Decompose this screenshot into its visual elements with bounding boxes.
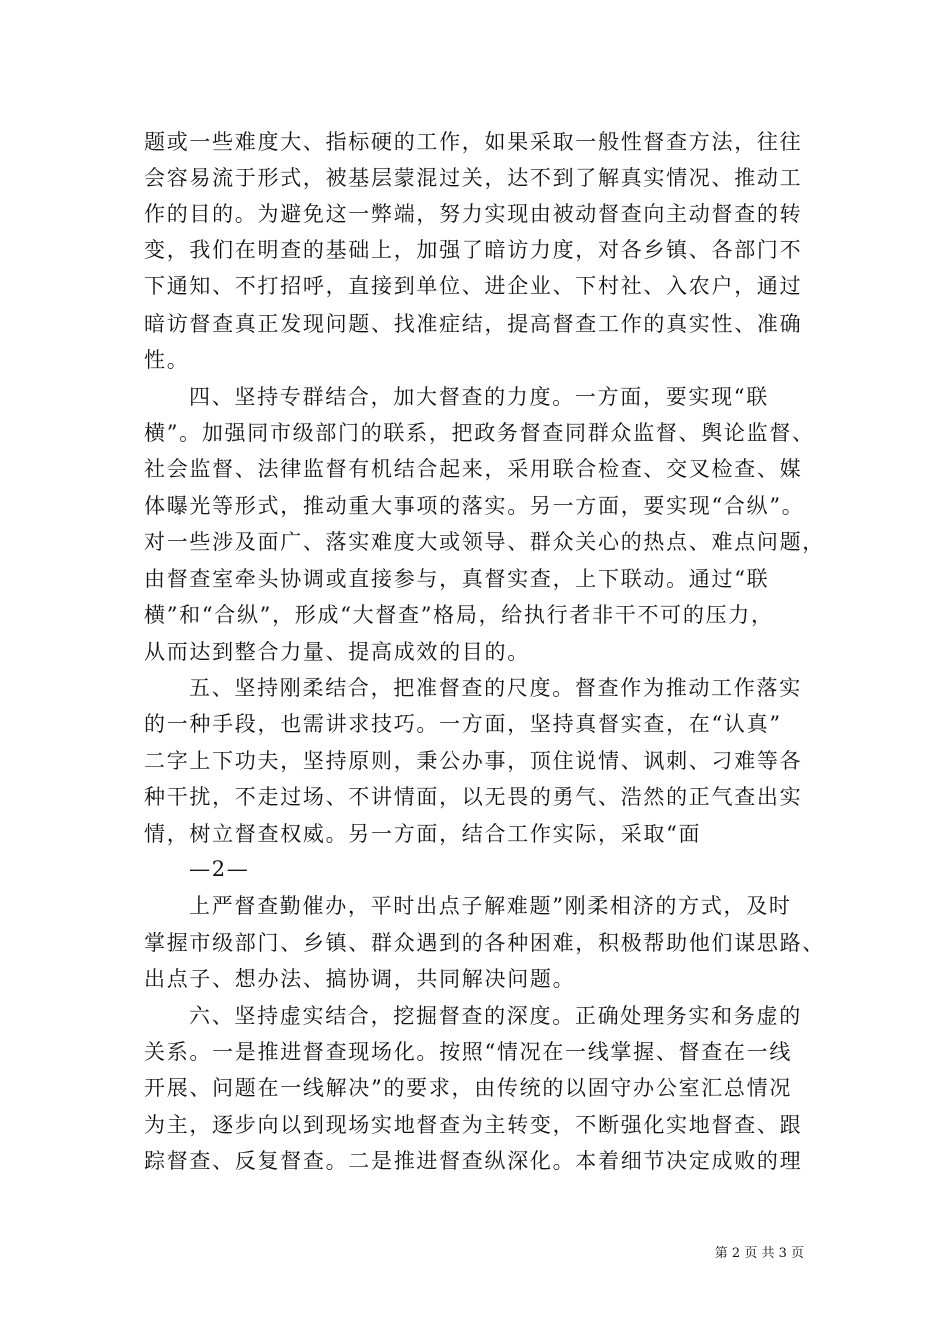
text-line: 横”和“合纵”，形成“大督查”格局，给执行者非干不可的压力， [144,603,774,627]
paragraph-heading-line: 四、坚持专群结合，加大督查的力度。一方面，要实现“联 [189,385,769,409]
text-line: 种干扰，不走过场、不讲情面，以无畏的勇气、浩然的正气查出实 [144,785,803,809]
text-line: 作的目的。为避免这一弊端，努力实现由被动督查向主动督查的转 [144,202,803,226]
page-number-marker: —2— [189,857,250,881]
paragraph-heading-line: 六、坚持虚实结合，挖掘督查的深度。正确处理务实和务虚的 [189,1004,802,1028]
text-line: 对一些涉及面广、落实难度大或领导、群众关心的热点、难点问题， [144,530,825,554]
text-line: 社会监督、法律监督有机结合起来，采用联合检查、交叉检查、媒 [144,457,803,481]
text-line: 体曝光等形式，推动重大事项的落实。另一方面，要实现“合纵”。 [144,494,805,518]
text-line: 掌握市级部门、乡镇、群众遇到的各种困难，积极帮助他们谋思路、 [144,931,825,955]
text-line: 二字上下功夫，坚持原则，秉公办事，顶住说情、讽刺、刁难等各 [144,749,803,773]
page-footer: 第 2 页 共 3 页 [714,1246,804,1261]
text-line: 会容易流于形式，被基层蒙混过关，达不到了解真实情况、推动工 [144,166,803,190]
text-line: 开展、问题在一线解决”的要求，由传统的以固守办公室汇总情况 [144,1076,793,1100]
text-line: 由督查室牵头协调或直接参与，真督实查，上下联动。通过“联 [144,567,770,591]
text-line: 暗访督查真正发现问题、找准症结，提高督查工作的真实性、准确 [144,312,803,336]
text-line: 出点子、想办法、搞协调，共同解决问题。 [144,967,576,991]
paragraph-heading-line: 五、坚持刚柔结合，把准督查的尺度。督查作为推动工作落实 [189,676,802,700]
text-line: 上严督查勤催办，平时出点子解难题”刚柔相济的方式，及时 [189,894,792,918]
text-line: 关系。一是推进督查现场化。按照“情况在一线掌握、督查在一线 [144,1040,793,1064]
text-line: 下通知、不打招呼，直接到单位、进企业、下村社、入农户，通过 [144,274,803,298]
text-line: 性。 [144,348,190,372]
text-line: 情，树立督查权威。另一方面，结合工作实际，采取“面 [144,822,702,846]
text-line: 从而达到整合力量、提高成效的目的。 [144,640,530,664]
text-line: 题或一些难度大、指标硬的工作，如果采取一般性督查方法，往往 [144,130,803,154]
text-line: 变，我们在明查的基础上，加强了暗访力度，对各乡镇、各部门不 [144,238,803,262]
text-line: 的一种手段，也需讲求技巧。一方面，坚持真督实查，在“认真” [144,712,782,736]
text-line: 踪督查、反复督查。二是推进督查纵深化。本着细节决定成败的理 [144,1149,803,1173]
text-line: 为主，逐步向以到现场实地督查为主转变，不断强化实地督查、跟 [144,1113,803,1137]
text-line: 横”。加强同市级部门的联系，把政务督查同群众监督、舆论监督、 [144,421,815,445]
